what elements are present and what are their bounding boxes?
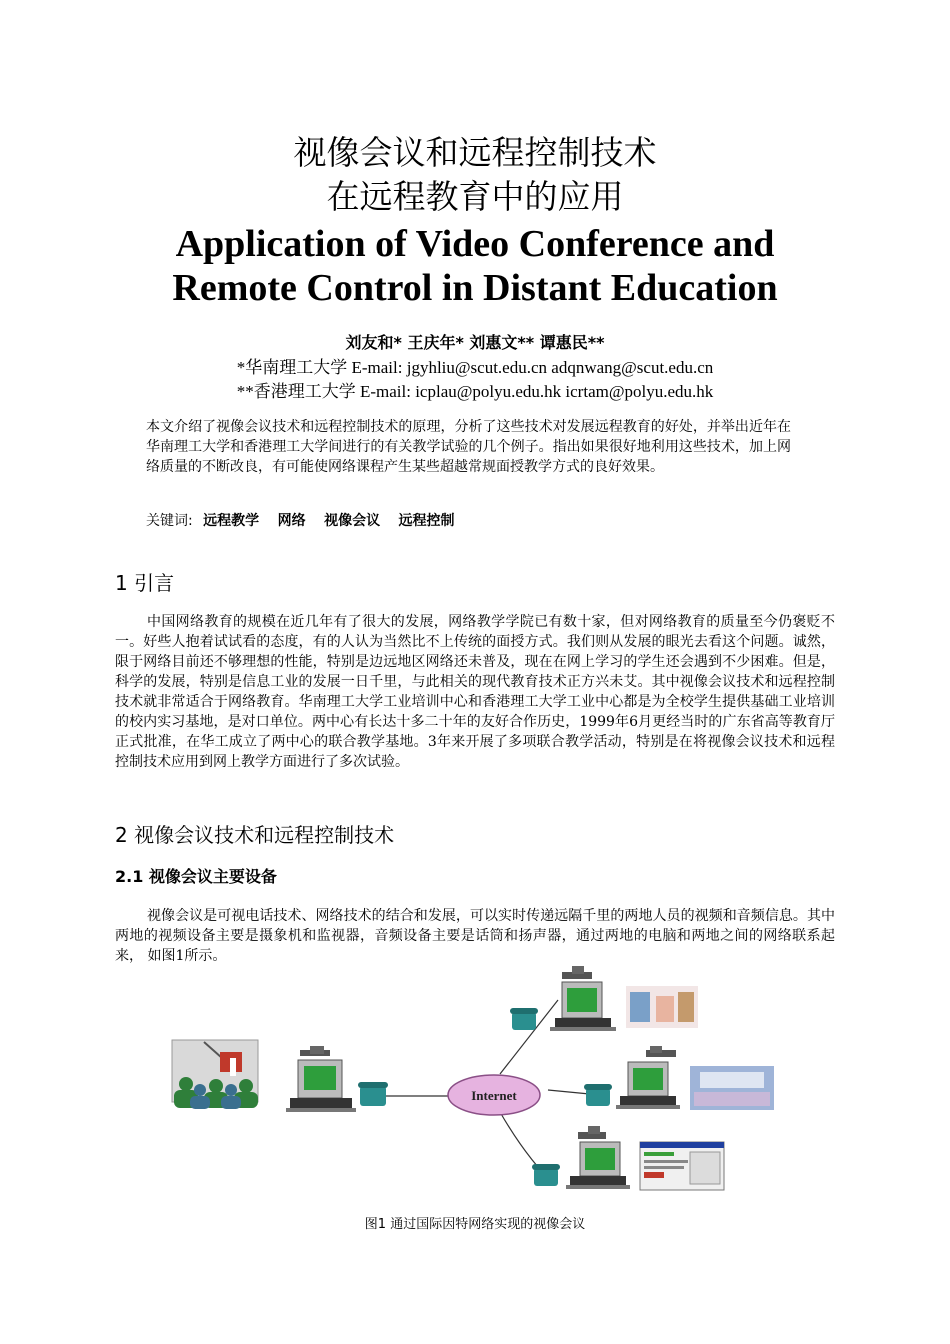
classroom-icon	[172, 1040, 258, 1109]
subsection-2-1-heading: 2.1 视像会议主要设备	[115, 867, 277, 886]
keyword-item: 远程控制	[398, 513, 455, 529]
title-en-line1: Application of Video Conference and	[175, 223, 775, 265]
subsection-2-1-body: 视像会议是可视电话技术、网络技术的结合和发展，可以实时传递远隔千里的两地人员的视频和音频信息。其中两地的视频设备主要是摄象机和监视器，音频设备主要是话筒和扬声器，通过两地的电脑和两地之间的网络联系起来， 如图1所示。	[115, 908, 835, 964]
right-remote-phone-icon	[584, 1084, 612, 1106]
left-phone-icon	[358, 1082, 388, 1106]
figure-1-caption: 图1 通过国际因特网络实现的视像会议	[364, 1217, 586, 1232]
right-remote-photo-icon	[690, 1066, 774, 1110]
section-1-heading: 1 引言	[115, 571, 175, 595]
author-list: 刘友和* 王庆年* 刘惠文** 谭惠民**	[345, 333, 605, 352]
keyword-item: 网络	[277, 513, 306, 529]
bottom-remote-phone-icon	[532, 1164, 560, 1186]
title-en-line2: Remote Control in Distant Education	[172, 267, 778, 309]
keyword-item: 视像会议	[324, 513, 381, 529]
abstract: 本文介绍了视像会议技术和远程控制技术的原理，分析了这些技术对发展远程教育的好处，并举出近年在华南理工大学和香港理工大学间进行的有关教学试验的几个例子。指出如果很好地利用这些技术，加上网络质量的不断改良，有可能使网络课程产生某些超越常规面授教学方式的良好效果。	[146, 419, 791, 475]
section-1-body: 中国网络教育的规模在近几年有了很大的发展，网络教学学院已有数十家，但对网络教育的质量至今仍褒贬不一。好些人抱着试试看的态度，有的人认为当然比不上传统的面授方式。我们则从发展的眼光去看这个问题。诚然，限于网络目前还不够理想的性能，特别是边远地区网络还未普及，现在在网上学习的学生还会遇到不少困难。但是，科学的发展，特别是信息工业的发展一日千里，与此相关的现代教育技术正方兴未艾。其中视像会议技术和远程控制技术就非常适合于网络教育。华南理工大学工业培训中心和香港理工大学工业中心都是为全校学生提供基础工业培训的校内实习基地，是对口单位。两中心有长达十多二十年的友好合作历史，1999年6月更经当时的广东省高等教育厅正式批准，在华工成立了两中心的联合教学基地。3年来开展了多项联合教学活动，特别是在将视像会议技术和远程控制技术应用到网上教学方面进行了多次试验。	[115, 614, 835, 770]
title-cn-line2: 在远程教育中的应用	[326, 177, 624, 216]
top-remote-photo-icon	[626, 986, 698, 1028]
internet-label: Internet	[471, 1088, 517, 1103]
keyword-item: 远程教学	[203, 513, 260, 529]
figure-1-diagram	[160, 962, 790, 1202]
bottom-remote-screenshot-icon	[640, 1142, 724, 1190]
top-remote-computer-icon	[550, 966, 616, 1031]
title-cn-line1: 视像会议和远程控制技术	[293, 133, 657, 172]
top-remote-phone-icon	[510, 1008, 538, 1030]
section-2-heading: 2 视像会议技术和远程控制技术	[115, 823, 395, 847]
right-remote-computer-icon	[616, 1046, 680, 1109]
keywords	[146, 510, 469, 530]
left-computer-icon	[286, 1046, 356, 1112]
affiliation-polyu: **香港理工大学 E-mail: icplau@polyu.edu.hk icrtam@polyu.edu.hk	[236, 382, 714, 401]
bottom-remote-computer-icon	[566, 1126, 630, 1189]
affiliation-scut: *华南理工大学 E-mail: jgyhliu@scut.edu.cn adqnwang@scut.edu.cn	[236, 358, 714, 377]
keywords-label: 关键词:	[146, 513, 193, 529]
